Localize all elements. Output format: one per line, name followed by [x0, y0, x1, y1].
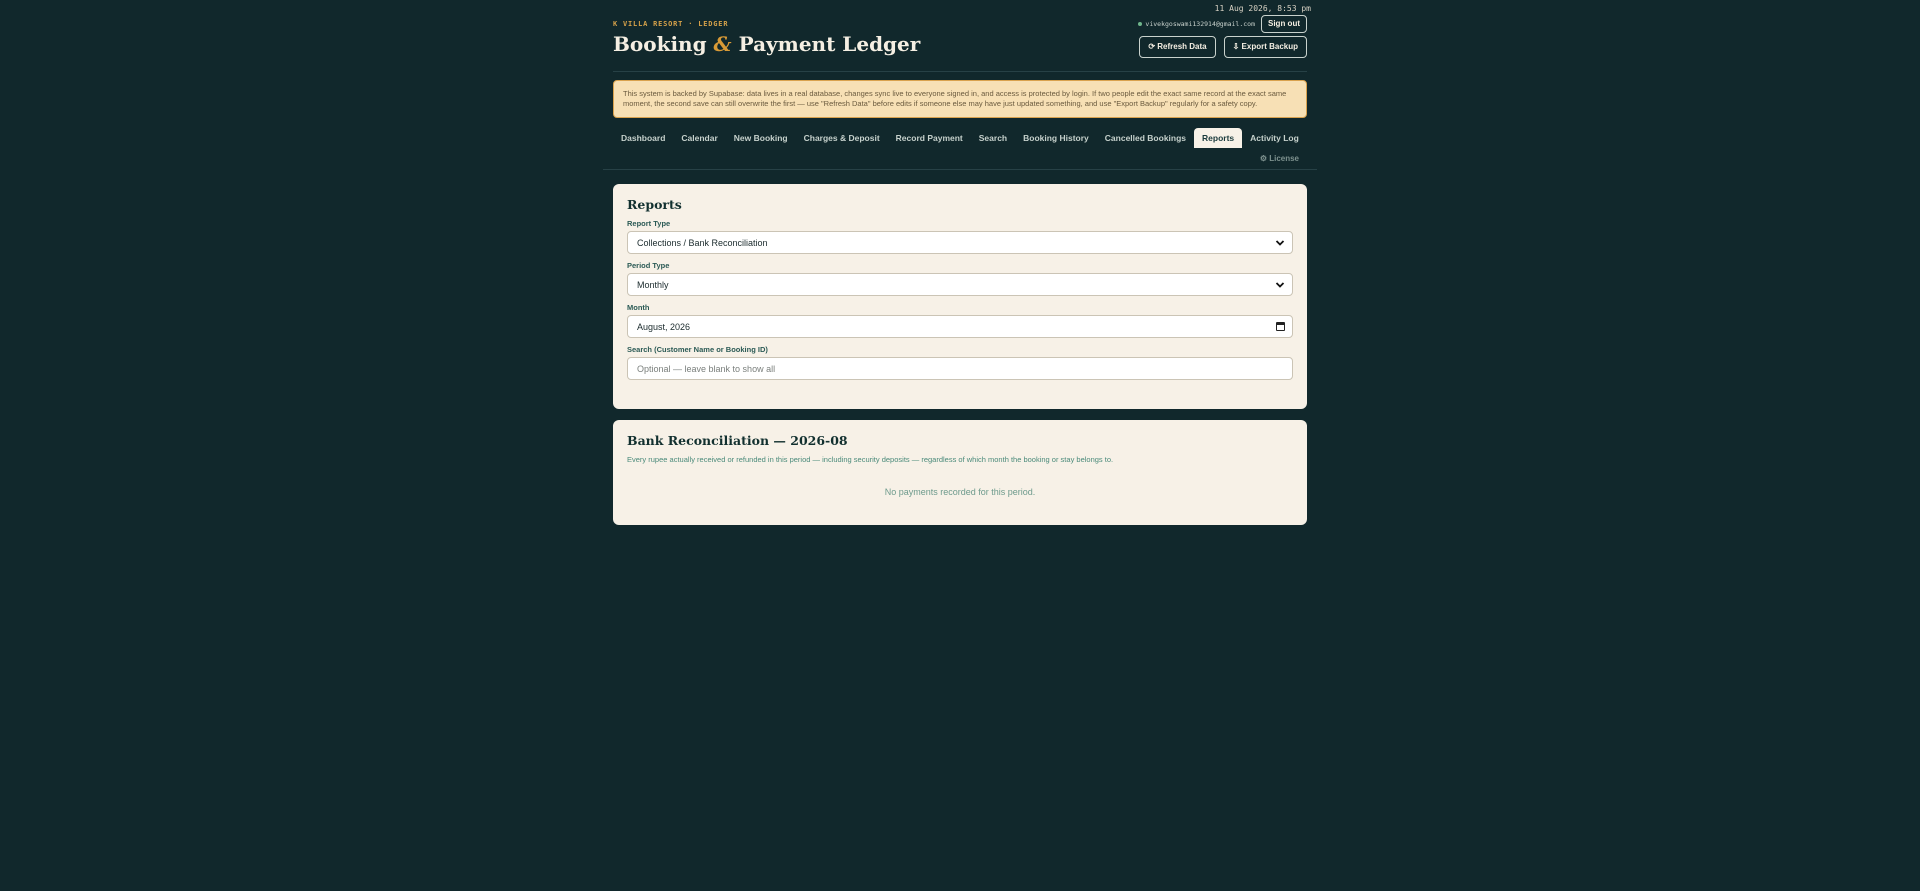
period-type-label: Period Type [627, 261, 670, 270]
user-email [1138, 20, 1255, 28]
chevron-down-icon [1275, 280, 1285, 290]
brand-eyebrow: K VILLA RESORT · LEDGER [613, 20, 729, 28]
period-type-value: Monthly [637, 279, 669, 290]
period-type-select[interactable] [627, 273, 1293, 296]
tab-cancelled-bookings[interactable]: Cancelled Bookings [1104, 133, 1187, 143]
tab-charges-deposit[interactable]: Charges & Deposit [803, 133, 880, 143]
current-datetime: 11 Aug 2026, 8:53 pm [1214, 4, 1311, 13]
report-type-select[interactable] [627, 231, 1293, 254]
title-part-booking: Booking [613, 32, 707, 56]
title-ampersand: & [713, 32, 732, 56]
main-tabs [613, 128, 1307, 148]
user-row [1138, 15, 1307, 33]
search-placeholder: Optional — leave blank to show all [637, 363, 776, 374]
tab-booking-history[interactable]: Booking History [1023, 133, 1089, 143]
refresh-data-button[interactable]: ⟳ Refresh Data [1139, 36, 1215, 58]
tab-record-payment[interactable]: Record Payment [895, 133, 963, 143]
report-type-value: Collections / Bank Reconciliation [637, 237, 768, 248]
reports-card [613, 184, 1307, 409]
month-label: Month [627, 303, 650, 312]
page-header [613, 0, 1307, 72]
license-link[interactable]: ⚙ License [1259, 154, 1299, 163]
reconciliation-title: Bank Reconciliation — 2026-08 [627, 433, 848, 448]
month-input[interactable] [627, 315, 1293, 338]
tab-new-booking[interactable]: New Booking [733, 133, 788, 143]
sign-out-button[interactable]: Sign out [1261, 15, 1307, 33]
tab-activity-log[interactable]: Activity Log [1250, 133, 1299, 143]
search-input[interactable] [627, 357, 1293, 380]
sync-notice: This system is backed by Supabase: data lives in a real database, changes sync live to everyone signed in, and access is protected by login. If two people edit the exact same record at the exact same moment, the second save can still overwrite the first — use "Refresh Data" before edits if someone else may have just updated something, and use "Export Backup" regularly for a safety copy. [613, 80, 1307, 118]
online-status-icon [1138, 22, 1142, 26]
tab-dashboard[interactable]: Dashboard [621, 133, 666, 143]
month-value: August, 2026 [637, 321, 691, 332]
tab-search[interactable]: Search [978, 133, 1008, 143]
reconciliation-subtitle: Every rupee actually received or refunded in this period — including security deposits — regardless of which month the booking or stay belongs to. [627, 455, 1114, 464]
search-label: Search (Customer Name or Booking ID) [627, 345, 768, 354]
export-backup-button[interactable]: ⇩ Export Backup [1224, 36, 1307, 58]
title-part-ledger: Payment Ledger [738, 32, 921, 56]
calendar-icon[interactable] [1276, 322, 1285, 331]
page-title [613, 32, 920, 56]
app-container [613, 0, 1307, 525]
reports-title: Reports [627, 197, 682, 212]
reconciliation-card [613, 420, 1307, 525]
tab-calendar[interactable]: Calendar [681, 133, 718, 143]
report-type-label: Report Type [627, 219, 671, 228]
license-row [603, 148, 1317, 170]
tab-reports[interactable]: Reports [1194, 128, 1242, 148]
header-actions [1139, 36, 1307, 58]
chevron-down-icon [1275, 238, 1285, 248]
empty-state-message: No payments recorded for this period. [884, 487, 1036, 497]
user-email-text: vivekgoswami132914@gmail.com [1145, 20, 1255, 28]
